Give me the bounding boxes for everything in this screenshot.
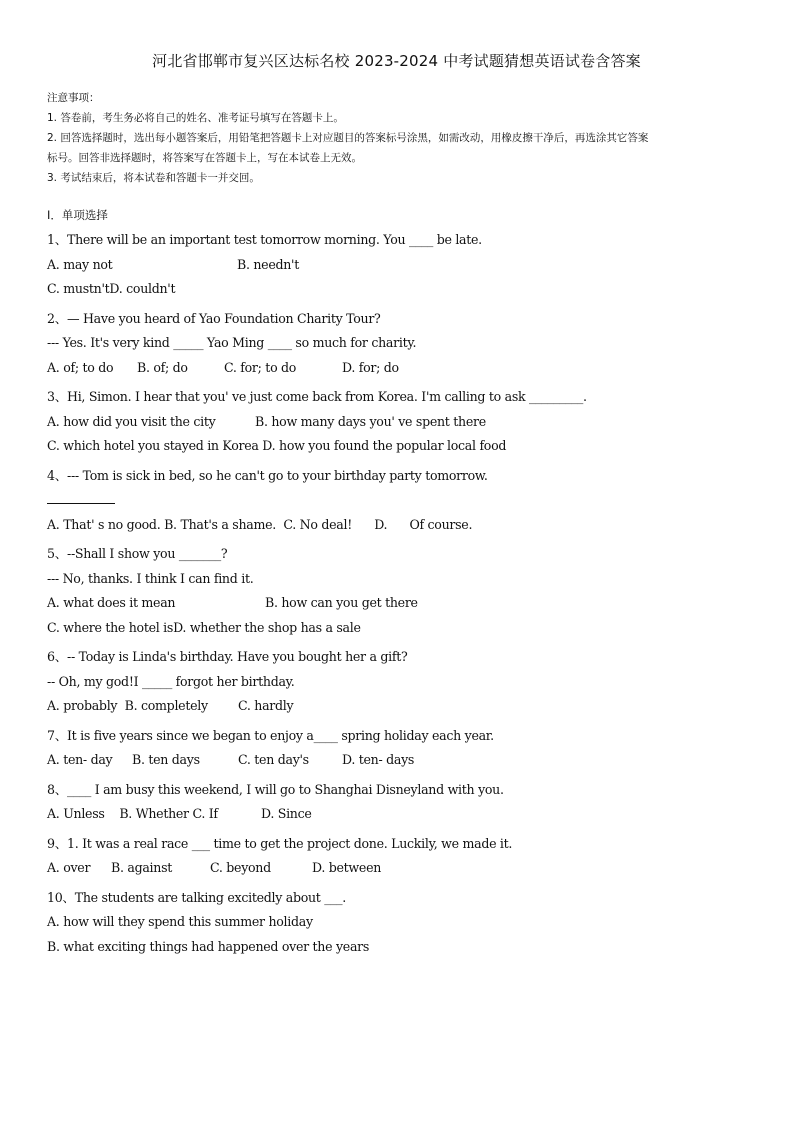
notice-line: 3. 考试结束后，将本试卷和答题卡一并交回。: [47, 172, 260, 184]
option-b: B. of; do: [137, 359, 188, 375]
question-list: [47, 228, 767, 959]
options-row: [47, 591, 767, 616]
question-stem: 8、____ I am busy this weekend, I will go to Shanghai Disneyland with you.: [47, 781, 504, 797]
option-cd: C. which hotel you stayed in Korea D. how you found the popular local food: [47, 438, 507, 453]
options-row: [47, 410, 767, 435]
option-c: C. hardly: [238, 698, 294, 713]
notice-block: [47, 88, 757, 188]
option-c: C. beyond: [210, 860, 271, 875]
option-d: D. Since: [261, 806, 312, 821]
notice-line: 2. 回答选择题时，选出每小题答案后，用铅笔把答题卡上对应题目的答案标号涂黑，如需改动，用橡皮擦干净后，再选涂其它答案: [47, 132, 649, 144]
question-reply: --- No, thanks. I think I can find it.: [47, 570, 254, 586]
option-d: D. between: [312, 860, 382, 875]
options-row: A. That' s no good. B. That's a shame. C. No deal! D. Of course.: [47, 516, 473, 532]
question-stem: 7、It is five years since we began to enjoy a____ spring holiday each year.: [47, 727, 494, 743]
page-title: 河北省邯郸市复兴区达标名校 2023-2024 中考试题猜想英语试卷含答案: [152, 52, 641, 70]
option-a: A. ten- day: [47, 752, 113, 767]
notice-heading: 注意事项：: [47, 92, 100, 104]
option-abc: A. Unless B. Whether C. If: [47, 806, 218, 821]
question-stem: 1、There will be an important test tomorrow morning. You ____ be late.: [47, 232, 482, 247]
option-b: B. how can you get there: [265, 595, 418, 610]
notice-line: 标号。回答非选择题时，将答案写在答题卡上，写在本试卷上无效。: [47, 152, 362, 164]
question-reply: -- Oh, my god!I _____ forgot her birthday.: [47, 673, 295, 689]
option-d: D. ten- days: [342, 752, 415, 767]
option-a: A. what does it mean: [47, 595, 176, 610]
options-row: [47, 253, 767, 278]
option-ab: A. probably B. completely: [47, 698, 208, 713]
question-stem: 3、Hi, Simon. I hear that you' ve just come back from Korea. I'm calling to ask _________.: [47, 389, 587, 404]
question-stem: 2、— Have you heard of Yao Foundation Charity Tour?: [47, 310, 381, 326]
question-stem: 9、1. It was a real race ___ time to get the project done. Luckily, we made it.: [47, 835, 513, 851]
option-b: B. how many days you' ve spent there: [255, 413, 486, 429]
question-stem: 5、--Shall I show you _______?: [47, 546, 228, 561]
option-a: A. may not: [47, 256, 113, 272]
option-b: B. what exciting things had happened over the years: [47, 938, 370, 954]
option-b: B. needn't: [237, 256, 299, 272]
option-d: D. for; do: [342, 359, 399, 375]
question-stem: 6、-- Today is Linda's birthday. Have you bought her a gift?: [47, 649, 408, 664]
options-row: [47, 356, 767, 381]
options-row: [47, 856, 767, 881]
notice-line: 1. 答卷前，考生务必将自己的姓名、准考证号填写在答题卡上。: [47, 112, 344, 124]
option-a: A. of; to do: [47, 359, 114, 375]
answer-blank: [47, 488, 767, 513]
blank-line: [47, 489, 115, 504]
option-b: B. against: [111, 860, 173, 875]
options-row: [47, 802, 767, 827]
question-stem: 10、The students are talking excitedly about ___.: [47, 889, 346, 905]
option-b: B. ten days: [132, 752, 200, 767]
option-cd: C. mustn'tD. couldn't: [47, 281, 176, 296]
option-a: A. over: [47, 860, 91, 875]
option-c: C. for; to do: [224, 359, 297, 375]
options-row: [47, 748, 767, 773]
question-reply: --- Yes. It's very kind _____ Yao Ming ____ so much for charity.: [47, 335, 417, 350]
option-a: A. how did you visit the city: [47, 413, 216, 429]
options-row: [47, 694, 767, 719]
section-heading: Ⅰ．单项选择: [47, 208, 108, 222]
option-a: A. how will they spend this summer holiday: [47, 914, 313, 929]
question-stem: 4、--- Tom is sick in bed, so he can't go to your birthday party tomorrow.: [47, 467, 488, 483]
option-c: C. ten day's: [238, 752, 309, 767]
option-cd: C. where the hotel isD. whether the shop has a sale: [47, 619, 361, 635]
